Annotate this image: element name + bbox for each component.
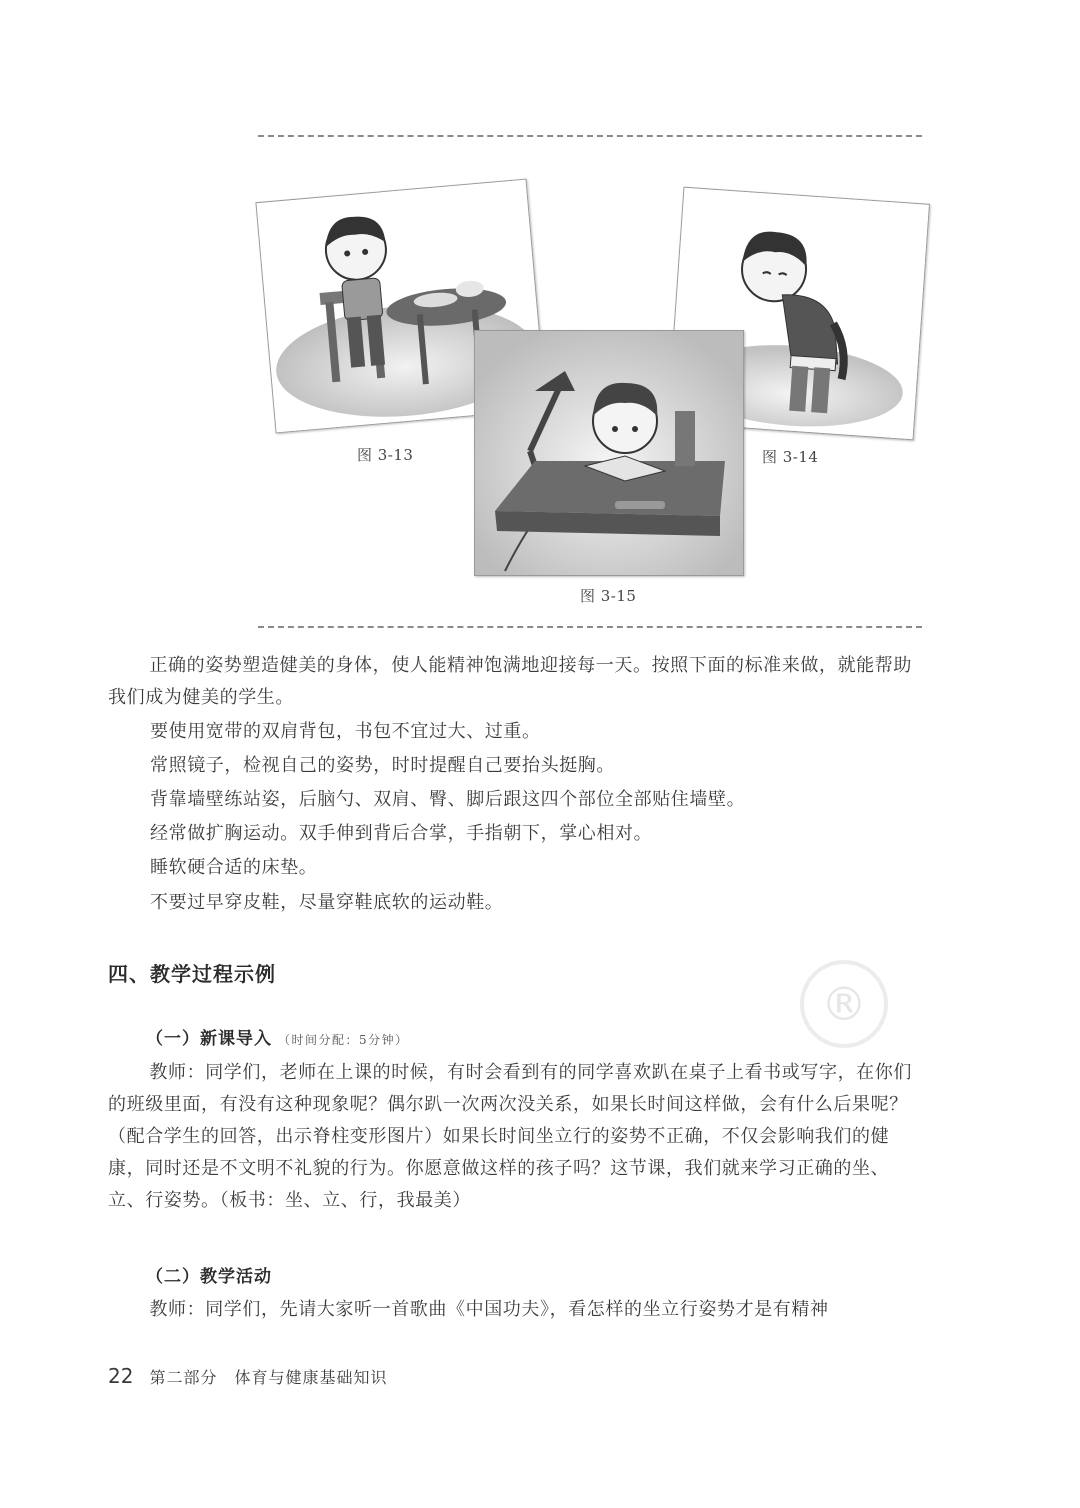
footer-section-title: 第二部分 体育与健康基础知识 [149, 1368, 388, 1387]
figure-3-15-image [474, 330, 744, 576]
tip-item: 经常做扩胸运动。双手伸到背后合掌，手指朝下，掌心相对。 [150, 823, 653, 844]
tip-item: 背靠墙壁练站姿，后脑勺、双肩、臀、脚后跟这四个部位全部贴住墙壁。 [150, 789, 746, 810]
tip-item: 不要过早穿皮鞋，尽量穿鞋底软的运动鞋。 [150, 892, 504, 913]
page-footer [108, 1364, 387, 1388]
figure-3-14-caption: 图 3-14 [762, 448, 819, 466]
time-allocation-note: （时间分配：5分钟） [278, 1033, 409, 1047]
tip-item: 要使用宽带的双肩背包，书包不宜过大、过重。 [150, 721, 541, 742]
section-heading: 四、教学过程示例 [108, 962, 276, 986]
figure-3-15-caption: 图 3-15 [580, 587, 637, 605]
figure-3-13-caption: 图 3-13 [357, 446, 414, 464]
tip-item: 常照镜子，检视自己的姿势，时时提醒自己要抬头挺胸。 [150, 755, 615, 776]
reading-child-illustration [475, 331, 743, 575]
part1-paragraph: 教师：同学们，老师在上课的时候，有时会看到有的同学喜欢趴在桌子上看书或写字，在你们的班级里面，有没有这种现象呢？偶尔趴一次两次没关系，如果长时间这样做，会有什么后果呢？（配合学生的回答，出示脊柱变形图片）如果长时间坐立行的姿势不正确，不仅会影响我们的健康，同时还是不文明不礼貌的行为。你愿意做这样的孩子吗？这节课，我们就来学习正确的坐、立、行姿势。（板书：坐、立、行，我最美） [108, 1062, 912, 1211]
part2-paragraph: 教师：同学们，先请大家听一首歌曲《中国功夫》，看怎样的坐立行姿势才是有精神 [149, 1299, 829, 1320]
intro-paragraph: 正确的姿势塑造健美的身体，使人能精神饱满地迎接每一天。按照下面的标准来做，就能帮助我们成为健美的学生。 [108, 655, 912, 708]
page-number: 22 [108, 1364, 134, 1388]
tip-item: 睡软硬合适的床垫。 [150, 857, 318, 878]
registered-watermark: ® [800, 960, 888, 1048]
bottom-dashed-divider [258, 626, 922, 628]
top-dashed-divider [258, 135, 922, 137]
subsection-title-1: （一）新课导入 [146, 1029, 272, 1049]
subsection-heading-1 [146, 1024, 409, 1049]
subsection-heading-2: （二）教学活动 [146, 1267, 272, 1287]
